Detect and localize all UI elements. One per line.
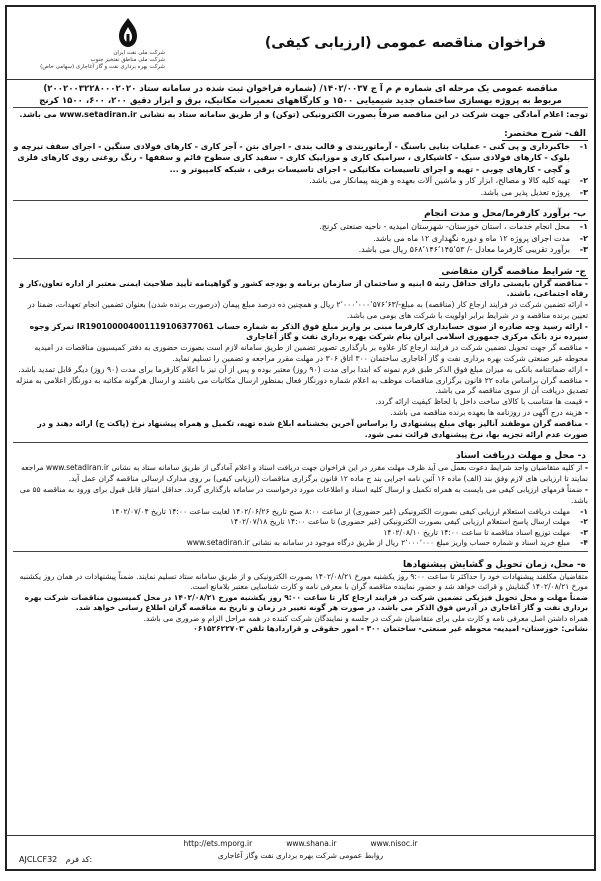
item-number: ۲-	[579, 176, 588, 185]
footer-link[interactable]: www.shana.ir	[286, 839, 337, 848]
item-number: ۳-	[579, 187, 588, 197]
list-item	[13, 528, 588, 539]
condition-item: - مناقصه گران موظفند آنالیز بهای مبلغ پیشنهادی را براساس آخرین بخشنامه ابلاغ شده تهیه، تکمیل و همراه پیشنهاد نرخ (پاکت ج) ارائه دهند و در صورت عدم ارائه تجزیه بها، نرخ پیشنهادی قرائت نمی شود.	[13, 419, 588, 441]
list-item	[13, 507, 588, 518]
item-number: ۳-	[580, 527, 588, 537]
section-e	[13, 552, 588, 635]
condition-item: - ارائه رسید وجه صادره از سوی حسابداری کارفرما مبنی بر واریز مبلغ فوق الذکر به شماره حساب IR190100004001119106377061 تمرکز وجوه سپرده نزد بانک مرکزی جمهوری اسلامی ایران بنام شرکت بهره برداری نفت و گاز آغاجاری	[13, 322, 588, 344]
condition-item: - مناقصه گران بایستی دارای حداقل رتبه ۵ ابنیه و ساختمان از سازمان برنامه و بودجه کشور و گواهینامه تأیید صلاحیت ایمنی معتبر از اداره تعاون،کار و رفاه اجتماعی، باشند.	[13, 279, 588, 301]
item-text: مهلت دریافت استعلام ارزیابی کیفی بصورت الکترونیکی (غیر حضوری) از ساعت ۸:۰۰ صبح تاریخ ۱۴۰۲/۰۶/۲۶ لغایت ساعت ۱۴:۰۰ تاریخ ۱۴۰۲/۰۷/۰۴	[111, 506, 570, 516]
condition-item: - قیمت ها متناسب با کالای ساخت داخل با لحاظ کیفیت ارائه گردد.	[13, 397, 588, 408]
section-e-para: متقاضیان مکلفند پیشنهادات خود را حداکثر تا ساعت ۹:۰۰ روز یکشنبه مورخ ۱۴۰۲/۰۸/۲۱ بصورت الکترونیکی و از طریق سامانه ستاد تسلیم نمایند. ضمناً پیشنهادات در همان روز یکشنبه مورخ ۱۴۰۲/۰۸/۲۱ گشایش و قرائت خواهد شد و حضور نماینده مناقصه گران با معرفی نامه و کارت شناسایی معتبر بلامانع است.	[19, 571, 588, 592]
section-d-title: د- محل و مهلت دریافت اسناد	[455, 451, 586, 462]
footer-link[interactable]: http://ets.mporg.ir	[183, 839, 253, 848]
tender-number: مناقصه عمومی یک مرحله ای شماره م م آ ج ۱۴۰۲/۰۰۳۷/ (شماره فراخوان ثبت شده در سامانه ستاد ۲۰۰۲۰۰۳۲۲۸۰۰۰۲۰۲۰)	[43, 84, 558, 94]
list-item	[13, 187, 588, 199]
project-subject: مربوط به پروژه بهسازی ساختمان جدید شیمیایی ۱۵۰۰ و کارگاههای تعمیرات مکانیک، برق و ابزار دقیق ۲۰۰، ۶۰۰، ۱۵۰۰ کرنج	[39, 96, 562, 106]
tender-notice	[5, 5, 596, 871]
logo-line: شرکت ملی مناطق نفتخیز جنوب	[90, 56, 165, 63]
list-item	[13, 244, 588, 256]
item-number: ۱-	[579, 222, 588, 231]
condition-item: - هزینه درج آگهی در روزنامه ها بعهده برنده مناقصه می باشد.	[13, 408, 588, 419]
section-a-title: الف- شرح مختصر:	[504, 128, 586, 139]
item-text: مبلغ خرید اسناد و شماره حساب واریز مبلغ ۲٬۰۰۰٬۰۰۰ ریال از طریق درگاه موجود در سامانه به نشانی www.setadiran.ir	[186, 538, 570, 548]
section-e-para: همراه داشتن اصل معرفی نامه و کارت ملی برای متقاضیان شرکت در جلسه و نمایندگان شرکت کننده در همه مراحل الزام و ضروری می باشد.	[143, 613, 588, 623]
section-b-title: ب- برآورد کارفرما/محل و مدت انجام	[424, 209, 586, 219]
item-text: مدت اجرای پروژه ۱۲ ماه و دوره نگهداری ۱۲ ماه می باشد.	[373, 233, 570, 243]
section-a	[13, 121, 588, 202]
section-e-title: ه- محل، زمان تحویل و گشایش پیشنهادها	[402, 559, 586, 570]
list-item	[13, 141, 588, 176]
item-number: ۲-	[580, 517, 588, 527]
page-title: فراخوان مناقصه عمومی (ارزیابی کیفی)	[264, 35, 547, 51]
section-d	[13, 443, 588, 551]
form-code-value: AJCLCF32	[19, 855, 58, 864]
logo-line: شرکت ملی نفت ایران	[113, 49, 165, 56]
section-c	[13, 259, 588, 444]
footer-link[interactable]: www.nisoc.ir	[370, 839, 418, 848]
address: نشانی: خوزستان- امیدیه- محوطه غیر صنعتی- ساختمان ۳۰۰ - امور حقوقی و قراردادها تلفن ۰۶۱۵۲۶۲۲۷۰۳	[193, 624, 588, 634]
item-number: ۲-	[579, 233, 588, 243]
item-number: ۱-	[579, 141, 588, 151]
item-text: پروژه تعدیل پذیر می باشد.	[480, 187, 570, 197]
company-logo	[15, 16, 165, 71]
item-text: مهلت ارسال پاسخ استعلام ارزیابی کیفی بصورت الکترونیکی (غیر حضوری) تا ساعت ۱۴:۰۰ تاریخ ۱۴۰۲/۰۷/۱۸	[230, 517, 570, 527]
footer-org: روابط عمومی شرکت بهره برداری نفت وگاز آغاجاری	[217, 851, 384, 860]
footer-links	[15, 839, 586, 848]
item-number: ۴-	[580, 538, 588, 548]
form-code	[19, 855, 92, 864]
list-item	[13, 538, 588, 549]
section-d-para: - ضمناً فرمهای ارزیابی کیفی می بایست به همراه تکمیل و ارسال کلیه اسناد و اطلاعات مورد درخواست در سامانه بارگذاری گردد. حداقل امتیاز قابل قبول برای ورود به مناقصه ۵۵ می باشد.	[13, 485, 588, 507]
section-c-title: ج- شرایط مناقصه گران متقاضی	[441, 266, 586, 277]
item-text: تهیه کلیه کالا و مصالح، ابزار کار و ماشین آلات بعهده و هزینه پیمانکار می باشد.	[309, 176, 570, 185]
header	[7, 7, 594, 80]
condition-item: - ارائه ضمانتنامه بانکی به میزان مبلغ فوق الذکر طبق فرم نمونه که ابتدا برای مدت (۹۰ روز) معتبر بوده و پس از آن نیز با اعلام کارفرما برای مدت (۹۰ روز) دیگر قابل تمدید باشد.	[13, 365, 588, 376]
item-text: برآورد تقریبی کارفرما معادل -/ ۵۶۸٬۱۴۶٬۱۴۵٬۵۳ ریال می باشد.	[358, 245, 570, 254]
footer	[7, 835, 594, 869]
condition-item: - مناقصه گر جهت تحویل تضمین شرکت در فرایند ارجاع کار علاوه بر بارگذاری تصویر تضمین از طریق سامانه لازم است بصورت حضوری به دفتر کمیسیون مناقصات در امیدیه محوطه غیر صنعتی شرکت بهره برداری نفت و گاز آغاجاری ساختمان ۳۰۰ اتاق ۳۰۶ در مهلت مقرر مراجعه و تضمین را تسلیم نماید.	[13, 343, 588, 365]
list-item	[13, 517, 588, 528]
section-d-para: - از کلیه متقاضیان واجد شرایط دعوت بعمل می آید ظرف مهلت مقرر در این فراخوان جهت دریافت اسناد و اعلام آمادگی از طریق سامانه ستاد به نشانی www.setadiran.ir مراجعه نمایند تا ارزیابی های لازم وفق بند (الف) ماده ۱۶ آئین نامه اجرایی بند ج ماده ۱۲ قانون برگزاری مناقصات (ارزیابی کیفی) بر روی مدارک ارسالی مناقصه گران عمل آید.	[13, 463, 588, 485]
item-text: مهلت توزیع اسناد مناقصه تا ساعت ۱۴:۰۰ تاریخ ۱۴۰۲/۰۸/۱۰	[383, 527, 570, 537]
intro	[7, 80, 594, 121]
item-text: محل انجام خدمات ، استان خوزستان- شهرستان امیدیه - ناحیه صنعتی کرنج.	[319, 222, 570, 231]
list-item	[13, 221, 588, 233]
nioc-logo-icon	[111, 16, 145, 50]
list-item	[13, 175, 588, 187]
item-number: ۳-	[579, 245, 588, 254]
condition-item: - مناقصه گران براساس ماده ۲۲ قانون برگزاری مناقصات موظف به اعلام شماره دورنگار فعال بمنظور ارسال مکاتبات می باشند و ارسال هرگونه مکاتبه به دورنگار اعلامی به منزله تصدیق دریافت آن از سوی مناقصه گر می باشد.	[13, 376, 588, 398]
electronic-note: توجه: اعلام آمادگی جهت شرکت در این مناقصه صرفاً بصورت الکترونیکی (توکن) و از طریق سامانه ستاد به نشانی www.setadiran.ir می باشد.	[13, 107, 588, 121]
logo-line: شرکت بهره برداری نفت و گاز آغاجاری (سهامی خاص)	[40, 63, 165, 70]
list-item	[13, 233, 588, 245]
item-number: ۱-	[580, 506, 588, 516]
item-text: خاکبرداری و پی کنی - عملیات بنایی باسنگ - آرماتوربندی و قالب بندی - اجرای بتن - آجر کاری - کارهای فولادی سنگین - اجرای سقف تیرچه و بلوک - کارهای فولادی سبک - کاشیکاری ، سرامیک کاری و موزاییک کاری - سفید کاری سطوح قائم و سقفها - رنگ روغنی روی کارهای فلزی و گچی - کارهای چوبی - تهیه و اجرای تاسیسات مکانیکی - اجرای تاسیسات برقی ، شبکه کامپیوتر و ...	[13, 141, 570, 174]
condition-item: - ارائه تضمین شرکت در فرایند ارجاع کار (مناقصه) به مبلغ-/۲٬۰۰۰٬۰۰۰٬۵۷۶٬۶۳ ریال و همچنین ده درصد مبلغ پیمان (درصورت برنده شدن) بعنوان تضمین انجام تعهدات، ضمنا در تعیین برنده مناقصه و در شرایط برابر اولویت با شرکت های بومی می باشد.	[13, 300, 588, 322]
form-code-label: کد فرم:	[65, 855, 93, 864]
section-e-para: ضمناً مهلت و محل تحویل فیزیکی تضمین شرکت در فرایند ارجاع کار تا ساعت ۹:۰۰ روز یکشنبه مورخ ۱۴۰۲/۰۸/۲۱ در محل کمیسیون مناقصات شرکت بهره برداری نفت و گاز آغاجاری در آدرس فوق الذکر می باشد. در صورت هر گونه تغییر در زمان و تاریخ به مناقصه گران اطلاع رسانی خواهد شد.	[24, 592, 588, 613]
section-b	[13, 201, 588, 259]
